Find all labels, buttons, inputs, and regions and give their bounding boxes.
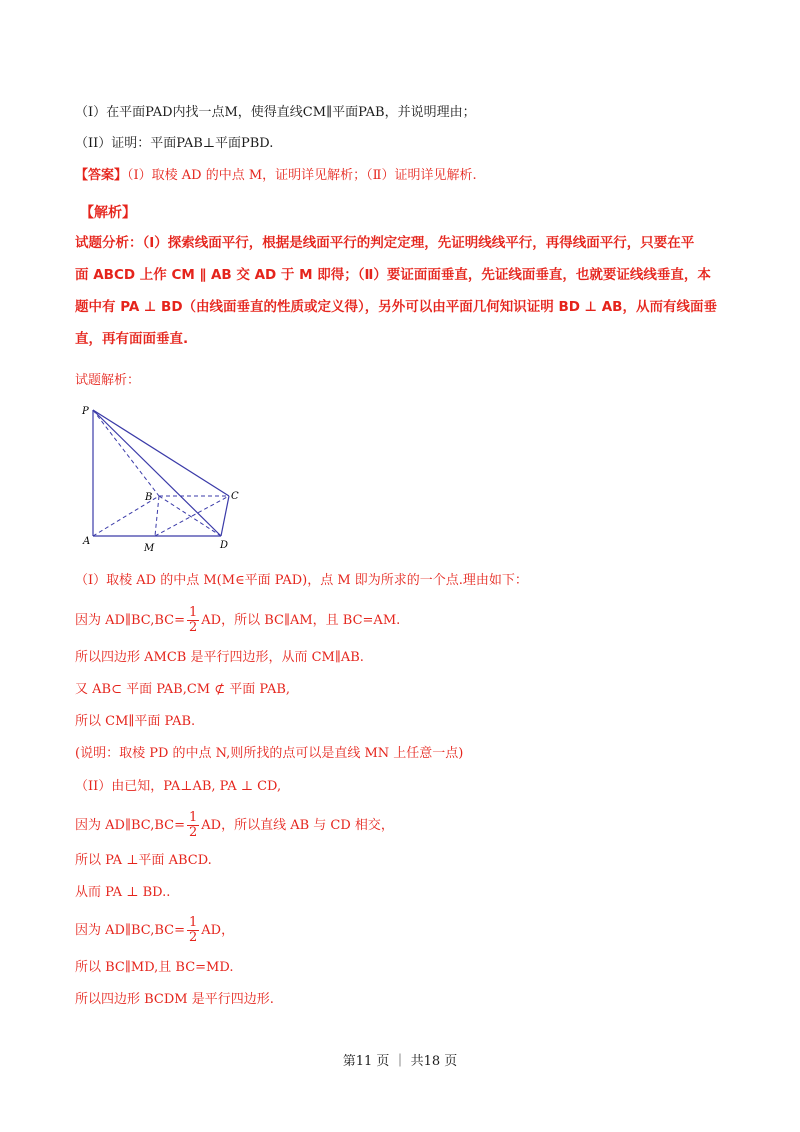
solution-line-3: 所以四边形 AMCB 是平行四边形，从而 CM∥AB. (75, 650, 364, 665)
analysis-line-2: 面 ABCD 上作 CM ∥ AB 交 AD 于 M 即得；（Ⅱ）要证面面垂直，先证线面垂直，也就要证线线垂直，本 (75, 267, 711, 283)
solution-line-2 (75, 606, 400, 635)
edge-PC (93, 410, 229, 496)
edge-CD (221, 496, 229, 536)
solution-line-4: 又 AB⊂ 平面 PAB,CM ⊄ 平面 PAB, (75, 682, 291, 697)
analysis-line-1: 试题分析：（Ⅰ）探索线面平行，根据是线面平行的判定定理，先证明线线平行，再得线面平行，只要在平 (75, 235, 695, 251)
fraction-denominator: 2 (189, 825, 198, 840)
question-part-2: （II）证明：平面PAB⊥平面PBD. (75, 136, 274, 151)
label-B: B (145, 492, 153, 503)
solution-line-11-pre: 因为 AD∥BC,BC= (75, 923, 185, 938)
fraction-denominator: 2 (189, 620, 198, 635)
solution-line-12: 所以 BC∥MD,且 BC=MD. (75, 960, 234, 975)
analysis-line-4: 直，再有面面垂直. (75, 331, 189, 347)
analysis-line-3: 题中有 PA ⊥ BD（由线面垂直的性质或定义得），另外可以由平面几何知识证明 BD ⊥ AB，从而有线面垂 (75, 299, 717, 315)
figure-hidden-edges (93, 410, 229, 536)
solution-line-8-post: AD，所以直线 AB 与 CD 相交， (201, 818, 394, 833)
solution-line-13: 所以四边形 BCDM 是平行四边形. (75, 992, 274, 1007)
fraction-half (187, 606, 199, 635)
fraction-half (187, 916, 199, 945)
fraction-denominator: 2 (189, 930, 198, 945)
figure-solid-edges (93, 410, 229, 536)
fraction-numerator: 1 (189, 810, 198, 825)
answer-text: （Ⅰ）取棱 AD 的中点 M，证明详见解析；（Ⅱ）证明详见解析. (127, 168, 477, 183)
answer-line (75, 166, 477, 186)
solution-line-5: 所以 CM∥平面 PAB. (75, 714, 196, 729)
solution-label: 试题解析： (75, 373, 141, 388)
edge-BD (159, 496, 221, 536)
label-D: D (220, 540, 229, 551)
solution-line-2-pre: 因为 AD∥BC,BC= (75, 613, 185, 628)
label-P: P (82, 406, 89, 417)
label-M: M (144, 543, 155, 554)
fraction-numerator: 1 (189, 605, 198, 620)
solution-line-6: (说明：取棱 PD 的中点 N,则所找的点可以是直线 MN 上任意一点) (75, 746, 464, 761)
page-footer: 第11 页 ｜ 共18 页 (342, 1054, 458, 1069)
solution-line-11 (75, 916, 234, 945)
solution-line-10: 从而 PA ⊥ BD.. (75, 885, 171, 900)
edge-BM (155, 496, 159, 536)
solution-line-2-post: AD，所以 BC∥AM，且 BC=AM. (201, 613, 401, 628)
solution-line-9: 所以 PA ⊥平面 ABCD. (75, 853, 212, 868)
analysis-tag: 【解析】 (80, 205, 136, 221)
solution-line-7: （II）由已知，PA⊥AB, PA ⊥ CD, (75, 779, 282, 794)
edge-MC (155, 496, 229, 536)
fraction-half (187, 811, 199, 840)
edge-PB (93, 410, 159, 496)
pyramid-figure (75, 400, 255, 555)
solution-line-11-post: AD， (201, 923, 235, 938)
label-A: A (83, 536, 91, 547)
solution-line-1: （I）取棱 AD 的中点 M(M∈平面 PAD)，点 M 即为所求的一个点.理由如下： (75, 573, 528, 588)
solution-line-8-pre: 因为 AD∥BC,BC= (75, 818, 185, 833)
solution-line-8 (75, 811, 394, 840)
fraction-numerator: 1 (189, 915, 198, 930)
answer-tag: 【答案】 (75, 168, 128, 183)
question-part-1: （I）在平面PAD内找一点M，使得直线CM∥平面PAB，并说明理由； (75, 105, 476, 120)
label-C: C (231, 491, 239, 502)
